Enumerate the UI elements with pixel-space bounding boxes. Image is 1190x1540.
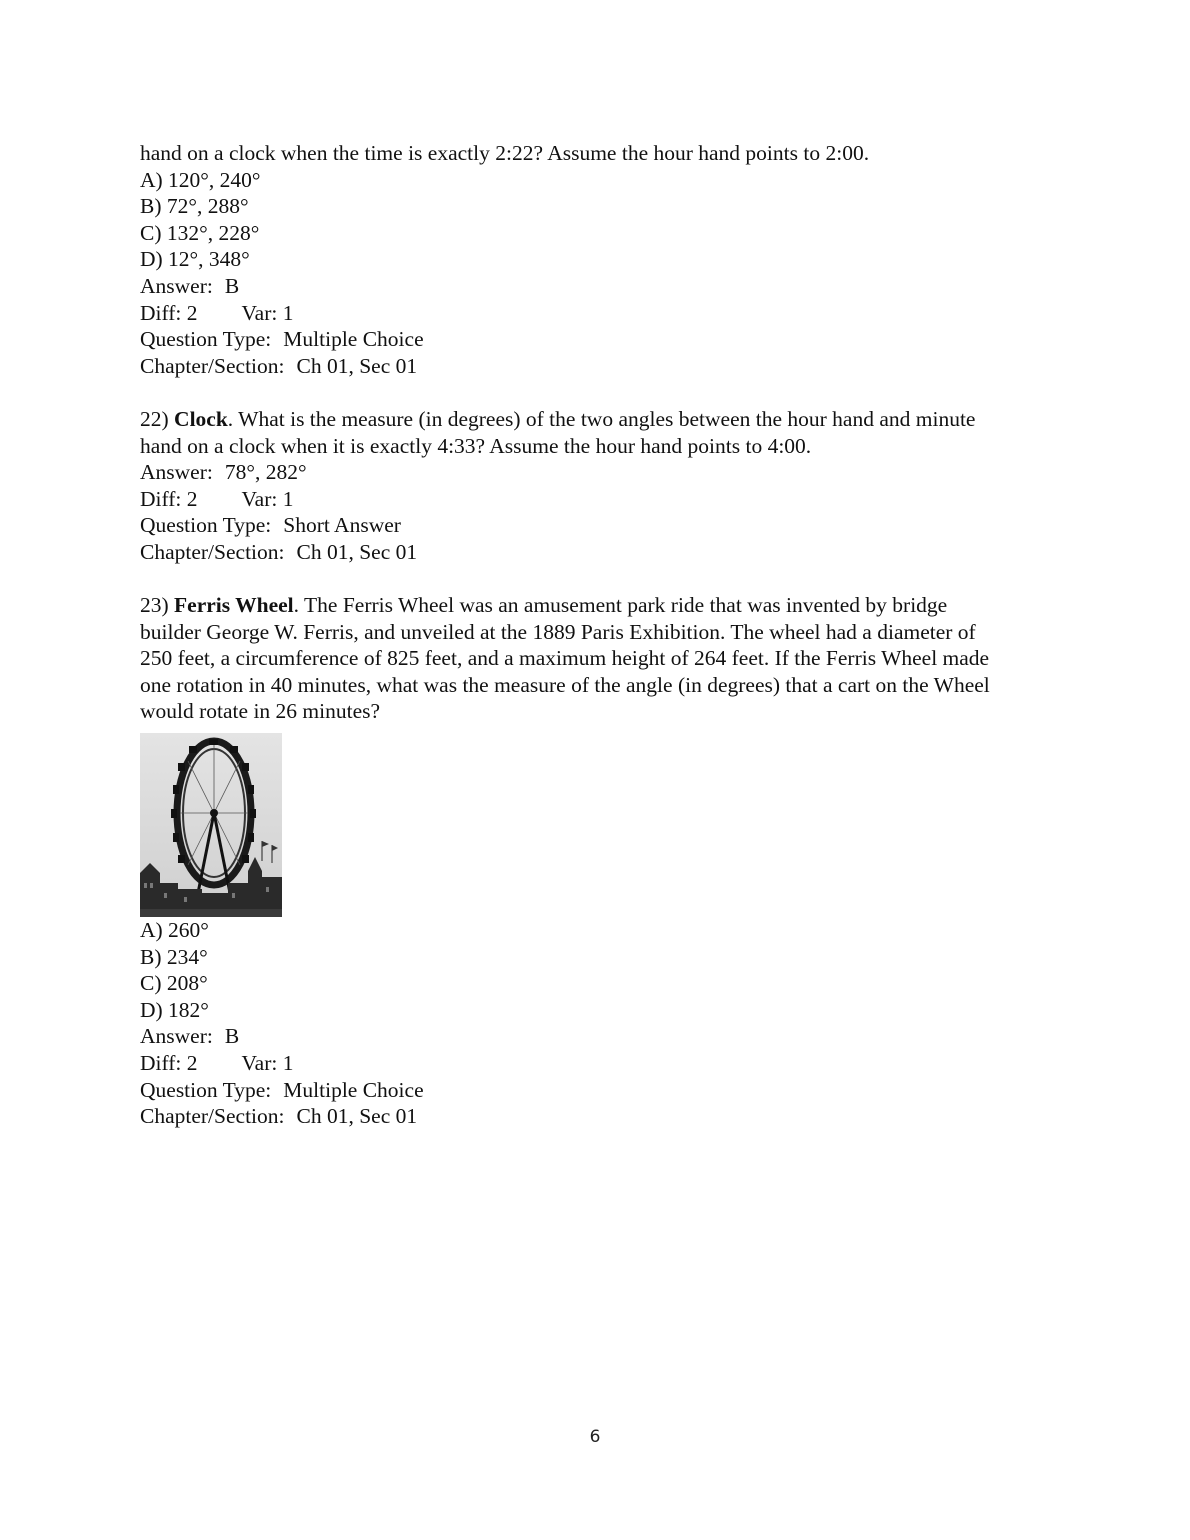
option-c: C) 208° — [140, 971, 208, 996]
chapter-section-line — [140, 353, 1055, 380]
question-type-label: Question Type: — [140, 513, 272, 538]
chapter-section-value: Ch 01, Sec 01 — [296, 1104, 418, 1129]
question-text: . What is the measure (in degrees) of the two angles between the hour hand and minute — [227, 406, 976, 431]
question-text-line: one rotation in 40 minutes, what was the measure of the angle (in degrees) that a cart on the Wheel — [140, 672, 990, 697]
option-b: B) 72°, 288° — [140, 194, 249, 219]
answer-label: Answer: — [140, 460, 213, 485]
option-c: C) 132°, 228° — [140, 220, 260, 245]
chapter-section-label: Chapter/Section: — [140, 1104, 285, 1129]
option-d: D) 182° — [140, 997, 209, 1022]
question-type-value: Multiple Choice — [283, 1077, 424, 1102]
answer-label: Answer: — [140, 273, 213, 298]
option-a: A) 260° — [140, 918, 209, 943]
question-text-line: builder George W. Ferris, and unveiled at the 1889 Paris Exhibition. The wheel had a diameter of — [140, 619, 976, 644]
question-text-line — [140, 592, 1055, 619]
question-text-line — [140, 406, 1055, 433]
question-number: 22) — [140, 406, 169, 431]
variation: Var: 1 — [241, 486, 294, 511]
answer-line — [140, 273, 1055, 300]
question-text-line: would rotate in 26 minutes? — [140, 699, 381, 724]
question-text-continuation: hand on a clock when the time is exactly 2:22? Assume the hour hand points to 2:00. — [140, 141, 870, 165]
question-text: . The Ferris Wheel was an amusement park ride that was invented by bridge — [293, 593, 948, 618]
chapter-section-value: Ch 01, Sec 01 — [296, 353, 418, 378]
difficulty: Diff: 2 — [140, 300, 198, 325]
question-title: Clock — [174, 406, 228, 431]
option-d: D) 12°, 348° — [140, 247, 250, 272]
answer-value: B — [224, 273, 240, 298]
question-type-line — [140, 326, 1055, 353]
answer-value: 78°, 282° — [224, 460, 307, 485]
difficulty: Diff: 2 — [140, 486, 198, 511]
diff-var-line — [140, 486, 1055, 513]
question-22 — [140, 406, 1055, 566]
ferris-wheel-photo — [140, 733, 282, 917]
option-a: A) 120°, 240° — [140, 167, 261, 192]
question-type-value: Short Answer — [283, 513, 401, 538]
question-21 — [140, 140, 1055, 379]
document-page — [140, 140, 1055, 1130]
question-text-line: 250 feet, a circumference of 825 feet, and a maximum height of 264 feet. If the Ferris Wheel made — [140, 646, 990, 671]
answer-value: B — [224, 1024, 240, 1049]
question-text-line: hand on a clock when it is exactly 4:33? Assume the hour hand points to 4:00. — [140, 433, 812, 458]
question-type-label: Question Type: — [140, 1077, 272, 1102]
question-number: 23) — [140, 593, 169, 618]
chapter-section-label: Chapter/Section: — [140, 539, 285, 564]
variation: Var: 1 — [241, 1051, 294, 1076]
answer-label: Answer: — [140, 1024, 213, 1049]
variation: Var: 1 — [241, 300, 294, 325]
chapter-section-line — [140, 539, 1055, 566]
chapter-section-line — [140, 1103, 1055, 1130]
page-number: 6 — [589, 1427, 601, 1447]
question-type-value: Multiple Choice — [283, 327, 424, 352]
question-type-label: Question Type: — [140, 327, 272, 352]
question-23 — [140, 592, 1055, 1130]
option-b: B) 234° — [140, 944, 208, 969]
chapter-section-label: Chapter/Section: — [140, 353, 285, 378]
answer-line — [140, 1023, 1055, 1050]
difficulty: Diff: 2 — [140, 1051, 198, 1076]
question-type-line — [140, 1077, 1055, 1104]
diff-var-line — [140, 1050, 1055, 1077]
chapter-section-value: Ch 01, Sec 01 — [296, 539, 418, 564]
question-type-line — [140, 512, 1055, 539]
question-title: Ferris Wheel — [174, 593, 294, 618]
diff-var-line — [140, 300, 1055, 327]
answer-line — [140, 459, 1055, 486]
